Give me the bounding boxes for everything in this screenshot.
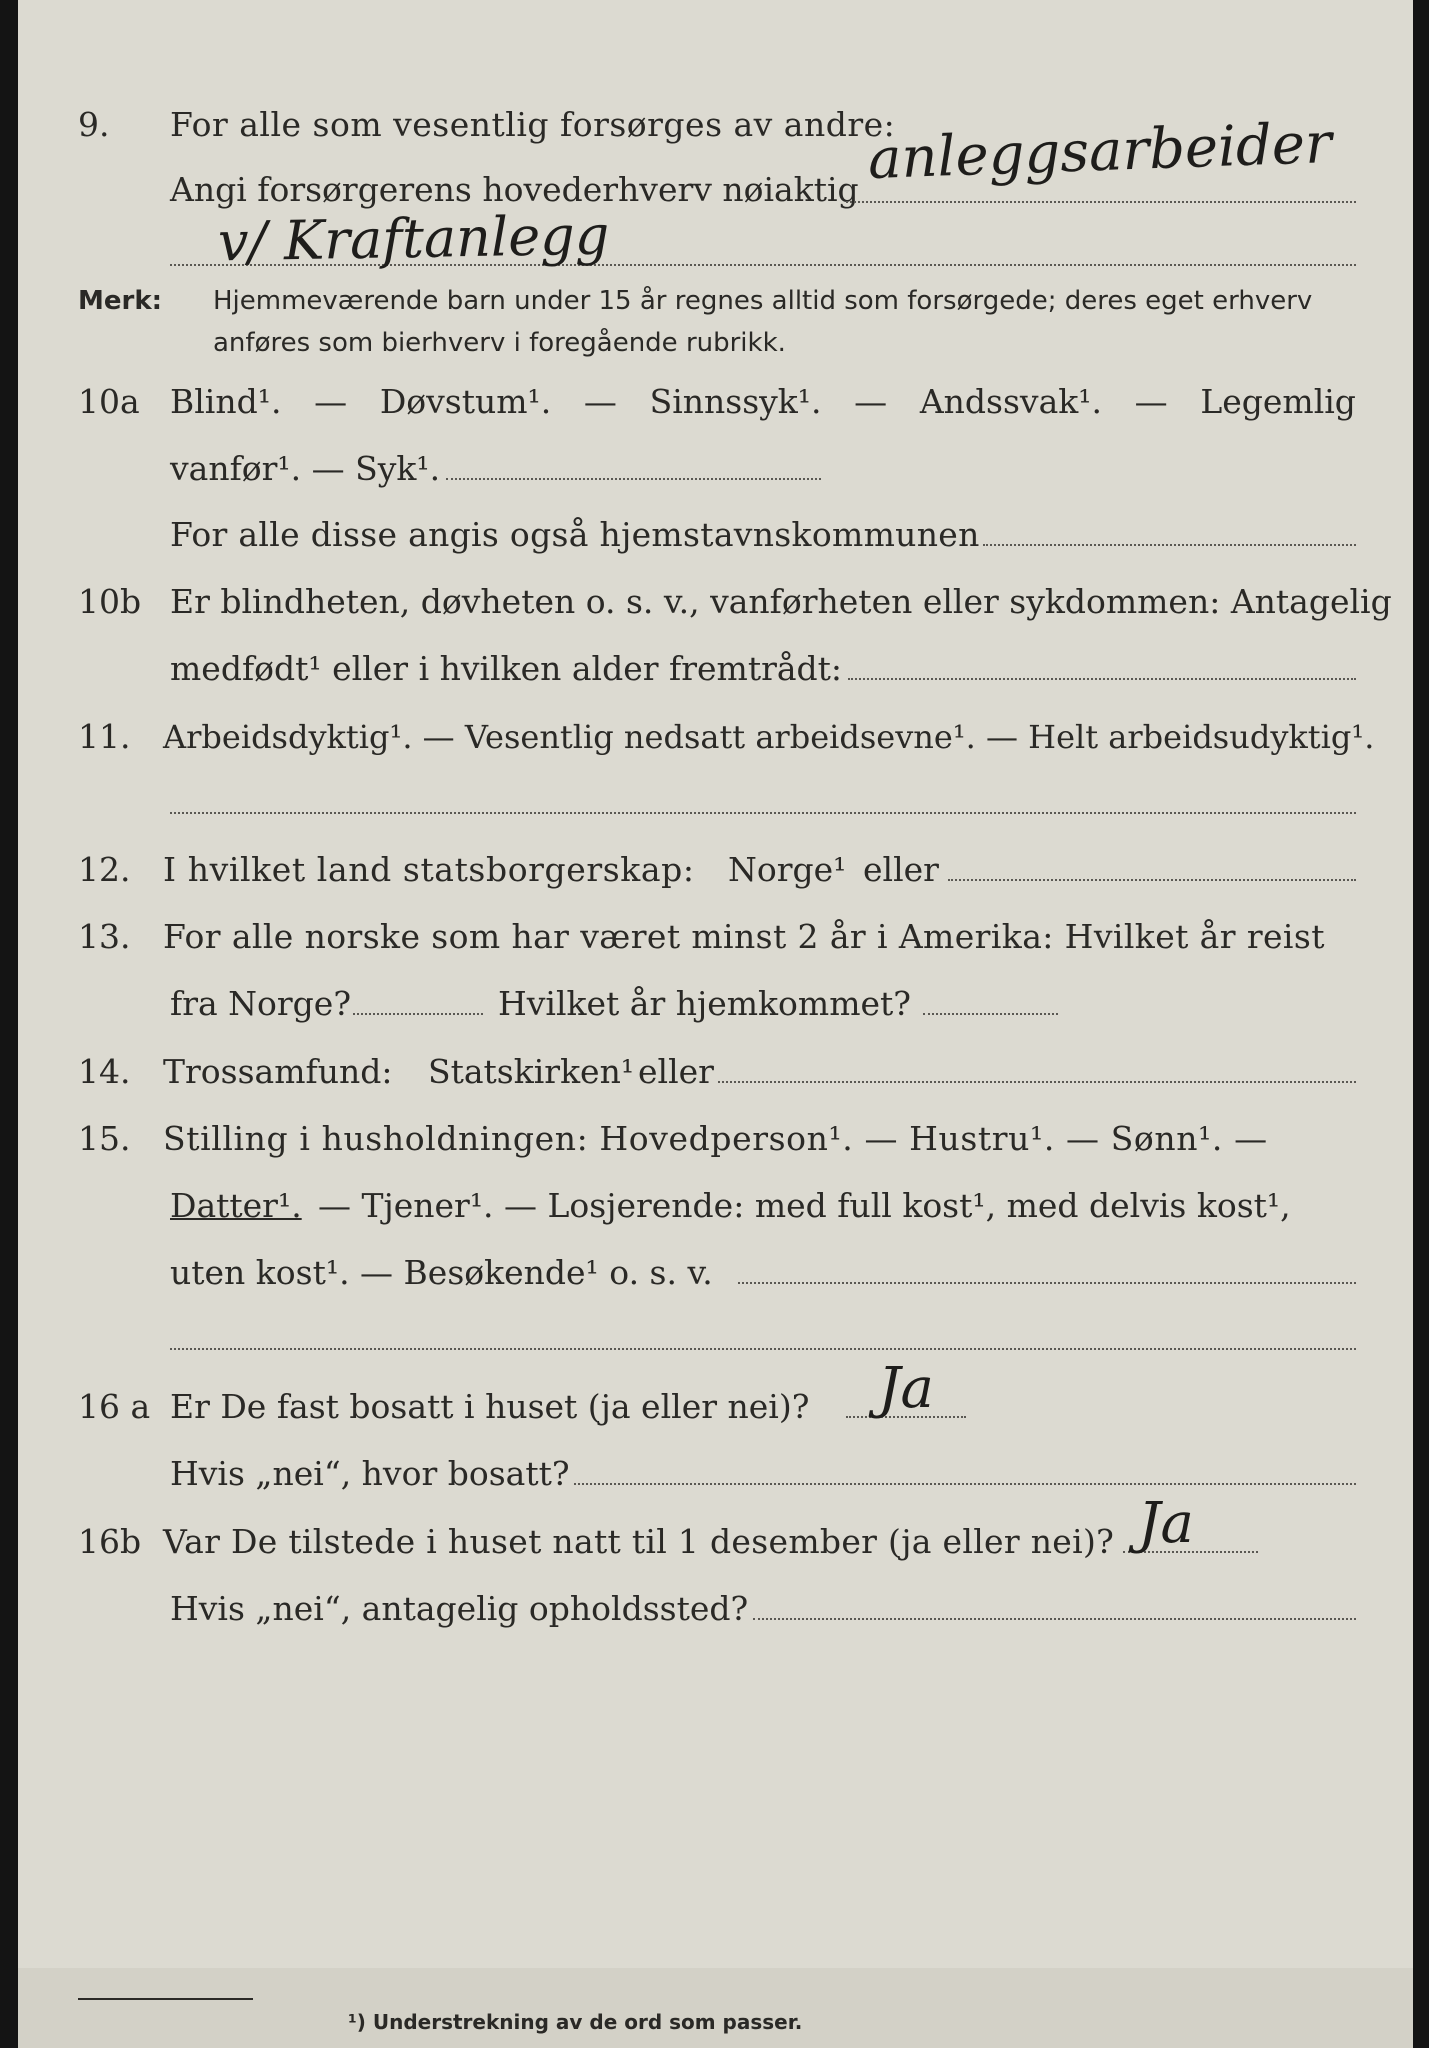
q15-number: 15. [78,1119,131,1158]
q16a-text-1: Er De fast bosatt i huset (ja eller nei)? [170,1387,810,1426]
q10a-option-legemlig: Legemlig [1200,382,1356,421]
q15-answer-line-1 [738,1282,1356,1284]
q16a-row-1 [18,1356,1413,1432]
q12-suffix: eller [863,850,939,889]
q10a-option-sinnssyk: Sinnssyk¹. [649,382,822,421]
q11-text-1: Arbeidsdyktig¹. — Vesentlig nedsatt arbeidsevne¹. — Helt arbeidsudyktig¹. [163,718,1375,756]
q14-row [18,1047,1413,1097]
merk-text-2: anføres som bierhverv i foregående rubrikk. [213,328,786,358]
q13-text-2b: Hvilket år hjemkommet? [498,984,911,1023]
q14-answer-line [718,1081,1356,1083]
q10a-row-1 [18,377,1413,427]
q16a-text-2: Hvis „nei“, hvor bosatt? [170,1454,570,1493]
q10a-row-2 [18,444,1413,494]
q12-row [18,845,1413,895]
q10a-answer-line-1 [446,478,821,480]
merk-label: Merk: [78,286,163,316]
q13-row-2 [18,979,1413,1029]
q10b-text-1: Er blindheten, døvheten o. s. v., vanførheten eller sykdommen: Antagelig [170,582,1392,621]
q9-text-2: Angi forsørgerens hovederhverv nøiaktig [170,170,859,209]
q10a-option-dovstum: Døvstum¹. [379,382,552,421]
q16b-row-1 [18,1491,1413,1567]
q16b-handwritten-answer: Ja [1138,1491,1194,1556]
q13-year-left-line [353,1013,483,1015]
q12-label: I hvilket land statsborgerskap: [163,850,695,889]
census-form-page [18,0,1413,2048]
q15-text-2b: — Tjener¹. — Losjerende: med full kost¹, med delvis kost¹, [318,1186,1291,1225]
footnote-rule [78,1998,253,2000]
q10a-options [170,377,1356,427]
q9-handwritten-answer-2: v/ Kraftanlegg [217,203,610,274]
q13-text-1: For alle norske som har været minst 2 år i Amerika: Hvilket år reist [163,917,1325,956]
q15-row-1 [18,1114,1413,1164]
q10b-answer-line [848,678,1356,680]
q16b-location-line [753,1618,1356,1620]
q16a-row-2 [18,1449,1413,1499]
q14-option-statskirken: Statskirken¹ [428,1052,635,1091]
q10a-dash-1: — [314,382,348,421]
merk-text-1: Hjemmeværende barn under 15 år regnes alltid som forsørgede; deres eget erhverv [213,286,1313,316]
q16a-handwritten-answer: Ja [878,1356,934,1421]
q15-text-3: uten kost¹. — Besøkende¹ o. s. v. [170,1253,713,1292]
q16b-number: 16b [78,1522,142,1561]
q16b-row-2 [18,1584,1413,1634]
q15-answer-line-2 [170,1348,1356,1350]
q9-answer-line-1 [846,201,1356,203]
q10a-option-andssvak: Andssvak¹. [919,382,1102,421]
q12-option-norge: Norge¹ [728,850,847,889]
page-bottom-strip [18,1968,1413,2048]
q9-handwritten-answer-1: anleggsarbeider [866,110,1333,193]
q10a-dash-3: — [854,382,888,421]
q9-text-1: For alle som vesentlig forsørges av andre: [170,105,896,144]
q14-suffix: eller [638,1052,714,1091]
q9-row-3 [18,203,1413,274]
q10a-option-blind: Blind¹. [170,382,282,421]
q10b-row-1 [18,577,1413,627]
q10b-number: 10b [78,582,142,621]
q15-row-2 [18,1181,1413,1231]
q13-year-returned-line [923,1013,1058,1015]
q10a-answer-line-2 [983,544,1356,546]
q10b-row-2 [18,644,1413,694]
q12-answer-line [948,879,1356,881]
q16a-location-line [574,1483,1356,1485]
q13-text-2a: fra Norge? [170,984,352,1023]
q13-number: 13. [78,917,131,956]
q10a-text-3: For alle disse angis også hjemstavnskommunen [170,515,980,554]
q12-number: 12. [78,850,131,889]
q10b-text-2: medfødt¹ eller i hvilken alder fremtrådt: [170,649,843,688]
q10a-row-3 [18,510,1413,560]
q10a-text-2: vanfør¹. — Syk¹. [170,449,441,488]
q16a-number: 16 a [78,1387,151,1426]
q16b-text-2: Hvis „nei“, antagelig opholdssted? [170,1589,749,1628]
q10a-dash-2: — [583,382,617,421]
q14-label: Trossamfund: [163,1052,393,1091]
q11-answer-line [170,812,1356,814]
q10a-number: 10a [78,382,140,421]
q14-number: 14. [78,1052,131,1091]
q15-option-datter-underlined: Datter¹. [170,1186,302,1225]
q15-row-3 [18,1248,1413,1298]
q16b-text-1: Var De tilstede i huset natt til 1 desember (ja eller nei)? [163,1522,1115,1561]
q9-number: 9. [78,105,110,144]
q13-row-1 [18,912,1413,962]
q10a-dash-4: — [1134,382,1168,421]
q11-row-1 [18,712,1413,762]
q15-text-1: Stilling i husholdningen: Hovedperson¹. — Hustru¹. — Sønn¹. — [163,1119,1268,1158]
footnote-text: ¹) Understrekning av de ord som passer. [348,2010,803,2034]
q11-number: 11. [78,717,131,756]
